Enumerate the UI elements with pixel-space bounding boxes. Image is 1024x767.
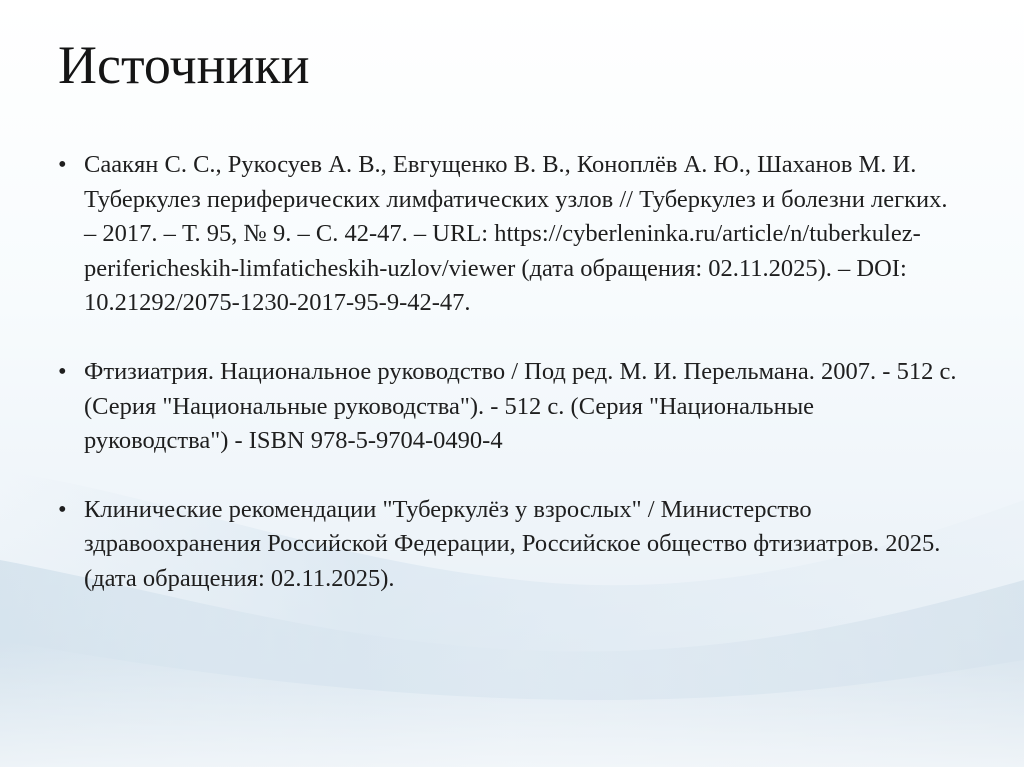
reference-item	[58, 355, 958, 459]
bullet-icon: •	[58, 151, 67, 178]
reference-text: Клинические рекомендации "Туберкулёз у взрослых" / Министерство здравоохранения Российской Федерации, Российское общество фтизиатров. 2025. (дата обращения: 02.11.2025).	[84, 495, 941, 592]
reference-item	[58, 148, 958, 321]
reference-text: Саакян С. С., Рукосуев А. В., Евгущенко В. В., Коноплёв А. Ю., Шаханов М. И. Туберкулез периферических лимфатических узлов // Туберкулез и болезни легких. – 2017. – Т. 95, № 9. – С. 42-47. – URL: https://cyberleninka.ru/article/n/tuberkulez-perifericheskih-limfaticheskih-uzlov/viewer (дата обращения: 02.11.2025). – DOI: 10.21292/2075-1230-2017-95-9-42-47.	[84, 151, 948, 317]
references-list	[58, 148, 958, 631]
bullet-icon: •	[58, 495, 67, 523]
reference-item	[58, 493, 958, 597]
slide-title: Источники	[58, 35, 310, 95]
reference-text: Фтизиатрия. Национальное руководство / Под ред. М. И. Перельмана. 2007. - 512 с. (Серия "Национальные руководства"). - 512 с. (Серия "Национальные руководства") - ISBN 978-5-9704-0490-4	[84, 357, 957, 455]
bullet-icon: •	[58, 357, 67, 385]
